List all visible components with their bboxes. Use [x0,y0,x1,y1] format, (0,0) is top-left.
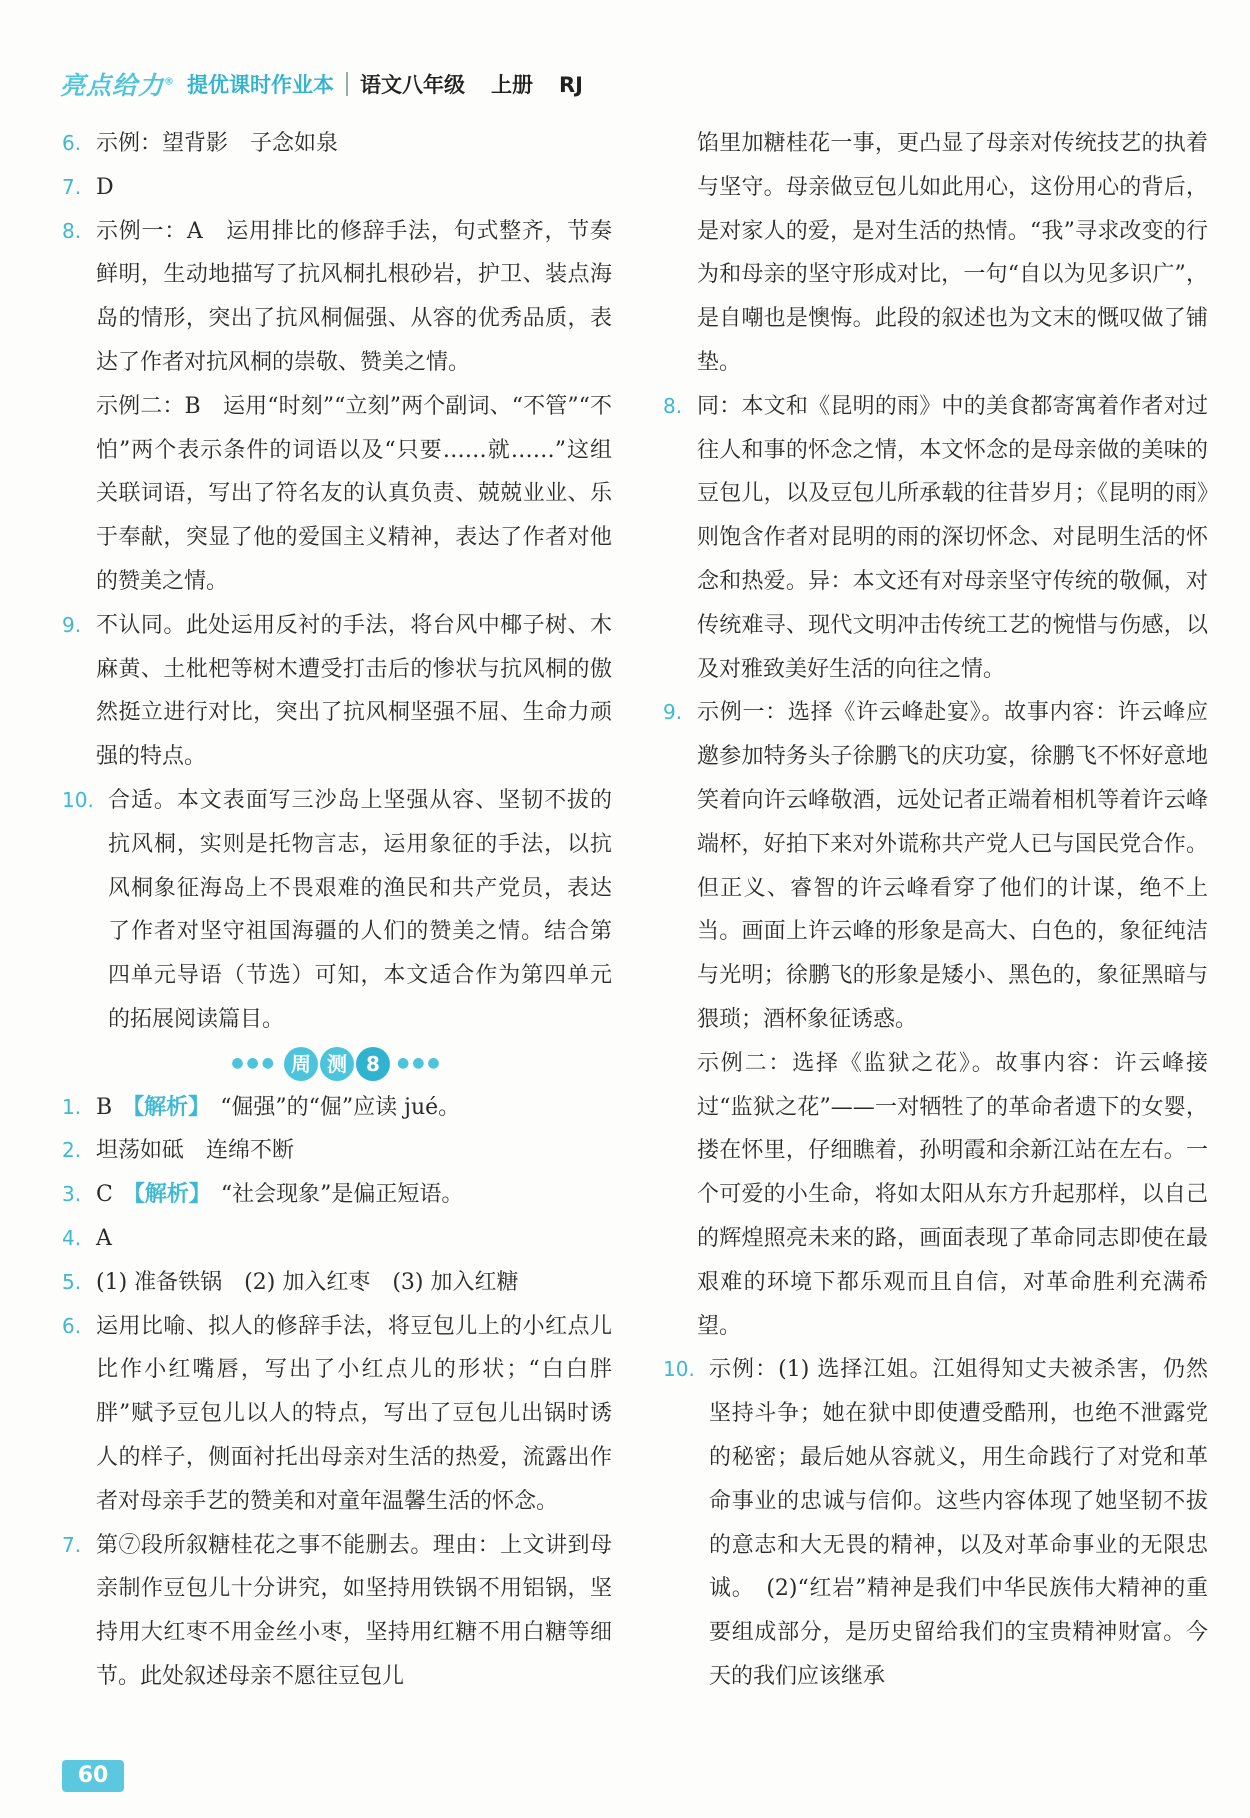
answer-item [62,1086,612,1130]
answer-text [96,604,612,779]
edition: RJ [559,73,583,97]
answer-item [62,210,612,604]
series-title: 提优课时作业本 [187,73,335,97]
answer-number: 6. [62,1313,82,1338]
answer-number: 2. [62,1138,82,1163]
answer-text [96,1261,612,1305]
left-column [62,122,612,1699]
answer-number: 8. [663,393,683,418]
heading-char: 周 [284,1047,318,1081]
answer-paragraph: D [96,174,114,200]
analysis-note: “社会现象”是偏正短语。 [220,1182,464,1208]
answer-main: (1) 准备铁锅 (2) 加入红枣 (3) 加入红糖 [96,1269,519,1295]
analysis-note: “倔强”的“倔”应读 jué。 [220,1094,461,1120]
answer-number: 3. [62,1182,82,1207]
answer-item [62,779,612,1042]
answer-item [62,1217,612,1261]
answer-text [96,1524,612,1699]
answer-number: 10. [663,1357,695,1382]
heading-number: 8 [356,1047,390,1081]
answer-main: A [96,1225,112,1251]
answer-number: 7. [62,1532,82,1557]
answer-main: 第⑦段所叙糖桂花之事不能删去。理由：上文讲到母亲制作豆包儿十分讲究，如坚持用铁锅不用铝锅，坚持用大红枣不用金丝小枣，坚持用红糖不用白糖等细节。此处叙述母亲不愿往豆包儿 [96,1532,612,1689]
answer-item [663,385,1208,692]
answer-paragraph: 不认同。此处运用反衬的手法，将台风中椰子树、木麻黄、土枇杷等树木遭受打击后的惨状与抗风桐的傲然挺立进行对比，突出了抗风桐坚强不屈、生命力顽强的特点。 [96,612,612,770]
answer-item [62,1173,612,1217]
book-info [360,69,609,99]
weekly-test-heading [62,1042,612,1086]
answer-paragraph: 示例二：B 运用“时刻”“立刻”两个副词、“不管”“不怕”两个表示条件的词语以及“只要……就……”这组关联词语，写出了符名友的认真负责、兢兢业业、乐于奉献，突显了他的爱国主义精神，表达了作者对他的赞美之情。 [96,393,612,594]
decor-dots: ●●● [231,1054,277,1071]
answer-item [62,166,612,210]
right-column [663,122,1208,1699]
answer-text [709,1348,1208,1698]
answer-item [62,1524,612,1699]
answer-text [96,1305,612,1524]
header-divider [346,72,348,96]
answer-item [663,691,1208,1348]
page-number: 60 [62,1760,124,1792]
subject-grade: 语文八年级 [360,73,466,97]
answer-text [96,210,612,604]
answer-paragraph: 示例二：选择《监狱之花》。故事内容：许云峰接过“监狱之花”——一对牺牲了的革命者遗下的女婴，搂在怀里，仔细瞧着，孙明霞和余新江站在左右。一个可爱的小生命，将如太阳从东方升起那样，以自己的辉煌照亮未来的路，画面表现了革命同志即使在最艰难的环境下都乐观而且自信，对革命胜利充满希望。 [697,1050,1208,1339]
answer-main: C [96,1182,113,1208]
answer-paragraph: 同：本文和《昆明的雨》中的美食都寄寓着作者对过往人和事的怀念之情，本文怀念的是母亲做的美味的豆包儿，以及豆包儿所承载的往昔岁月；《昆明的雨》则饱含作者对昆明的雨的深切怀念、对昆明生活的怀念和热爱。异：本文还有对母亲坚守传统的敬佩，对传统难寻、现代文明冲击传统工艺的惋惜与伤感，以及对雅致美好生活的向往之情。 [697,393,1208,682]
answer-number: 8. [62,218,82,243]
answer-text [96,1086,612,1130]
answer-text [96,1173,612,1217]
answer-text [96,166,612,210]
answer-number: 5. [62,1269,82,1294]
answer-item [62,1261,612,1305]
brand-logo: 亮点给力® [60,71,176,100]
answer-number: 10. [62,787,94,812]
answer-item [663,122,1208,385]
answer-number: 9. [62,612,82,637]
answer-number: 1. [62,1094,82,1119]
answer-main: 运用比喻、拟人的修辞手法，将豆包儿上的小红点儿比作小红嘴唇，写出了小红点儿的形状；“白白胖胖”赋予豆包儿以人的特点，写出了豆包儿出锅时诱人的样子，侧面衬托出母亲对生活的热爱，流露出作者对母亲手艺的赞美和对童年温馨生活的怀念。 [96,1313,612,1514]
answer-number: 6. [62,131,82,155]
decor-dots: ●●● [397,1054,443,1071]
answer-paragraph: 合适。本文表面写三沙岛上坚强从容、坚韧不拔的抗风桐，实则是托物言志，运用象征的手法，以抗风桐象征海岛上不畏艰难的渔民和共产党员，表达了作者对坚守祖国海疆的人们的赞美之情。结合第四单元导语（节选）可知，本文适合作为第四单元的拓展阅读篇目。 [108,787,612,1032]
answer-paragraph: 示例一：选择《许云峰赴宴》。故事内容：许云峰应邀参加特务头子徐鹏飞的庆功宴，徐鹏飞不怀好意地笑着向许云峰敬酒，远处记者正端着相机等着许云峰端杯，好拍下来对外谎称共产党人已与国民党合作。但正义、睿智的许云峰看穿了他们的计谋，绝不上当。画面上许云峰的形象是高大、白色的，象征纯洁与光明；徐鹏飞的形象是矮小、黑色的，象征黑暗与猥琐；酒杯象征诱惑。 [697,700,1208,1032]
answer-text [96,1217,612,1261]
answer-number: 7. [62,174,82,199]
answer-paragraph: 馅里加糖桂花一事，更凸显了母亲对传统技艺的执着与坚守。母亲做豆包儿如此用心，这份用心的背后，是对家人的爱，是对生活的热情。“我”寻求改变的行为和母亲的坚守形成对比，一句“自以为见多识广”，是自嘲也是懊悔。此段的叙述也为文末的慨叹做了铺垫。 [697,131,1208,375]
answer-text [697,691,1208,1348]
answer-text [96,122,612,166]
answer-item [663,1348,1208,1698]
answer-item [62,604,612,779]
volume: 上册 [491,73,534,97]
answer-text [108,779,612,1042]
answer-paragraph: 示例：望背影 子念如泉 [96,131,339,156]
answer-main: B [96,1094,113,1120]
answer-text [697,122,1208,385]
answer-number: 9. [663,700,683,725]
heading-char: 测 [320,1047,354,1081]
answer-number [663,122,697,385]
answer-item [62,1129,612,1173]
page-header [60,66,609,102]
answer-paragraph: 示例一：A 运用排比的修辞手法，句式整齐，节奏鲜明，生动地描写了抗风桐扎根砂岩，护卫、装点海岛的情形，突出了抗风桐倔强、从容的优秀品质，表达了作者对抗风桐的崇敬、赞美之情。 [96,218,612,375]
answer-item [62,122,612,166]
answer-item [62,1305,612,1524]
answer-text [697,385,1208,692]
analysis-tag: 【解析】 [122,1094,211,1120]
answer-main: 坦荡如砥 连绵不断 [96,1138,295,1164]
answer-paragraph: 示例：(1) 选择江姐。江姐得知丈夫被杀害，仍然坚持斗争；她在狱中即使遭受酷刑，也绝不泄露党的秘密；最后她从容就义，用生命践行了对党和革命事业的忠诚与信仰。这些内容体现了她坚韧不拔的意志和大无畏的精神，以及对革命事业的无限忠诚。 (2)“红岩”精神是我们中华民族伟大精神的重要组成部分，是历史留给我们的宝贵精神财富。今天的我们应该继承 [709,1357,1208,1689]
analysis-tag: 【解析】 [122,1182,211,1208]
answer-text [96,1129,612,1173]
answer-number: 4. [62,1225,82,1250]
